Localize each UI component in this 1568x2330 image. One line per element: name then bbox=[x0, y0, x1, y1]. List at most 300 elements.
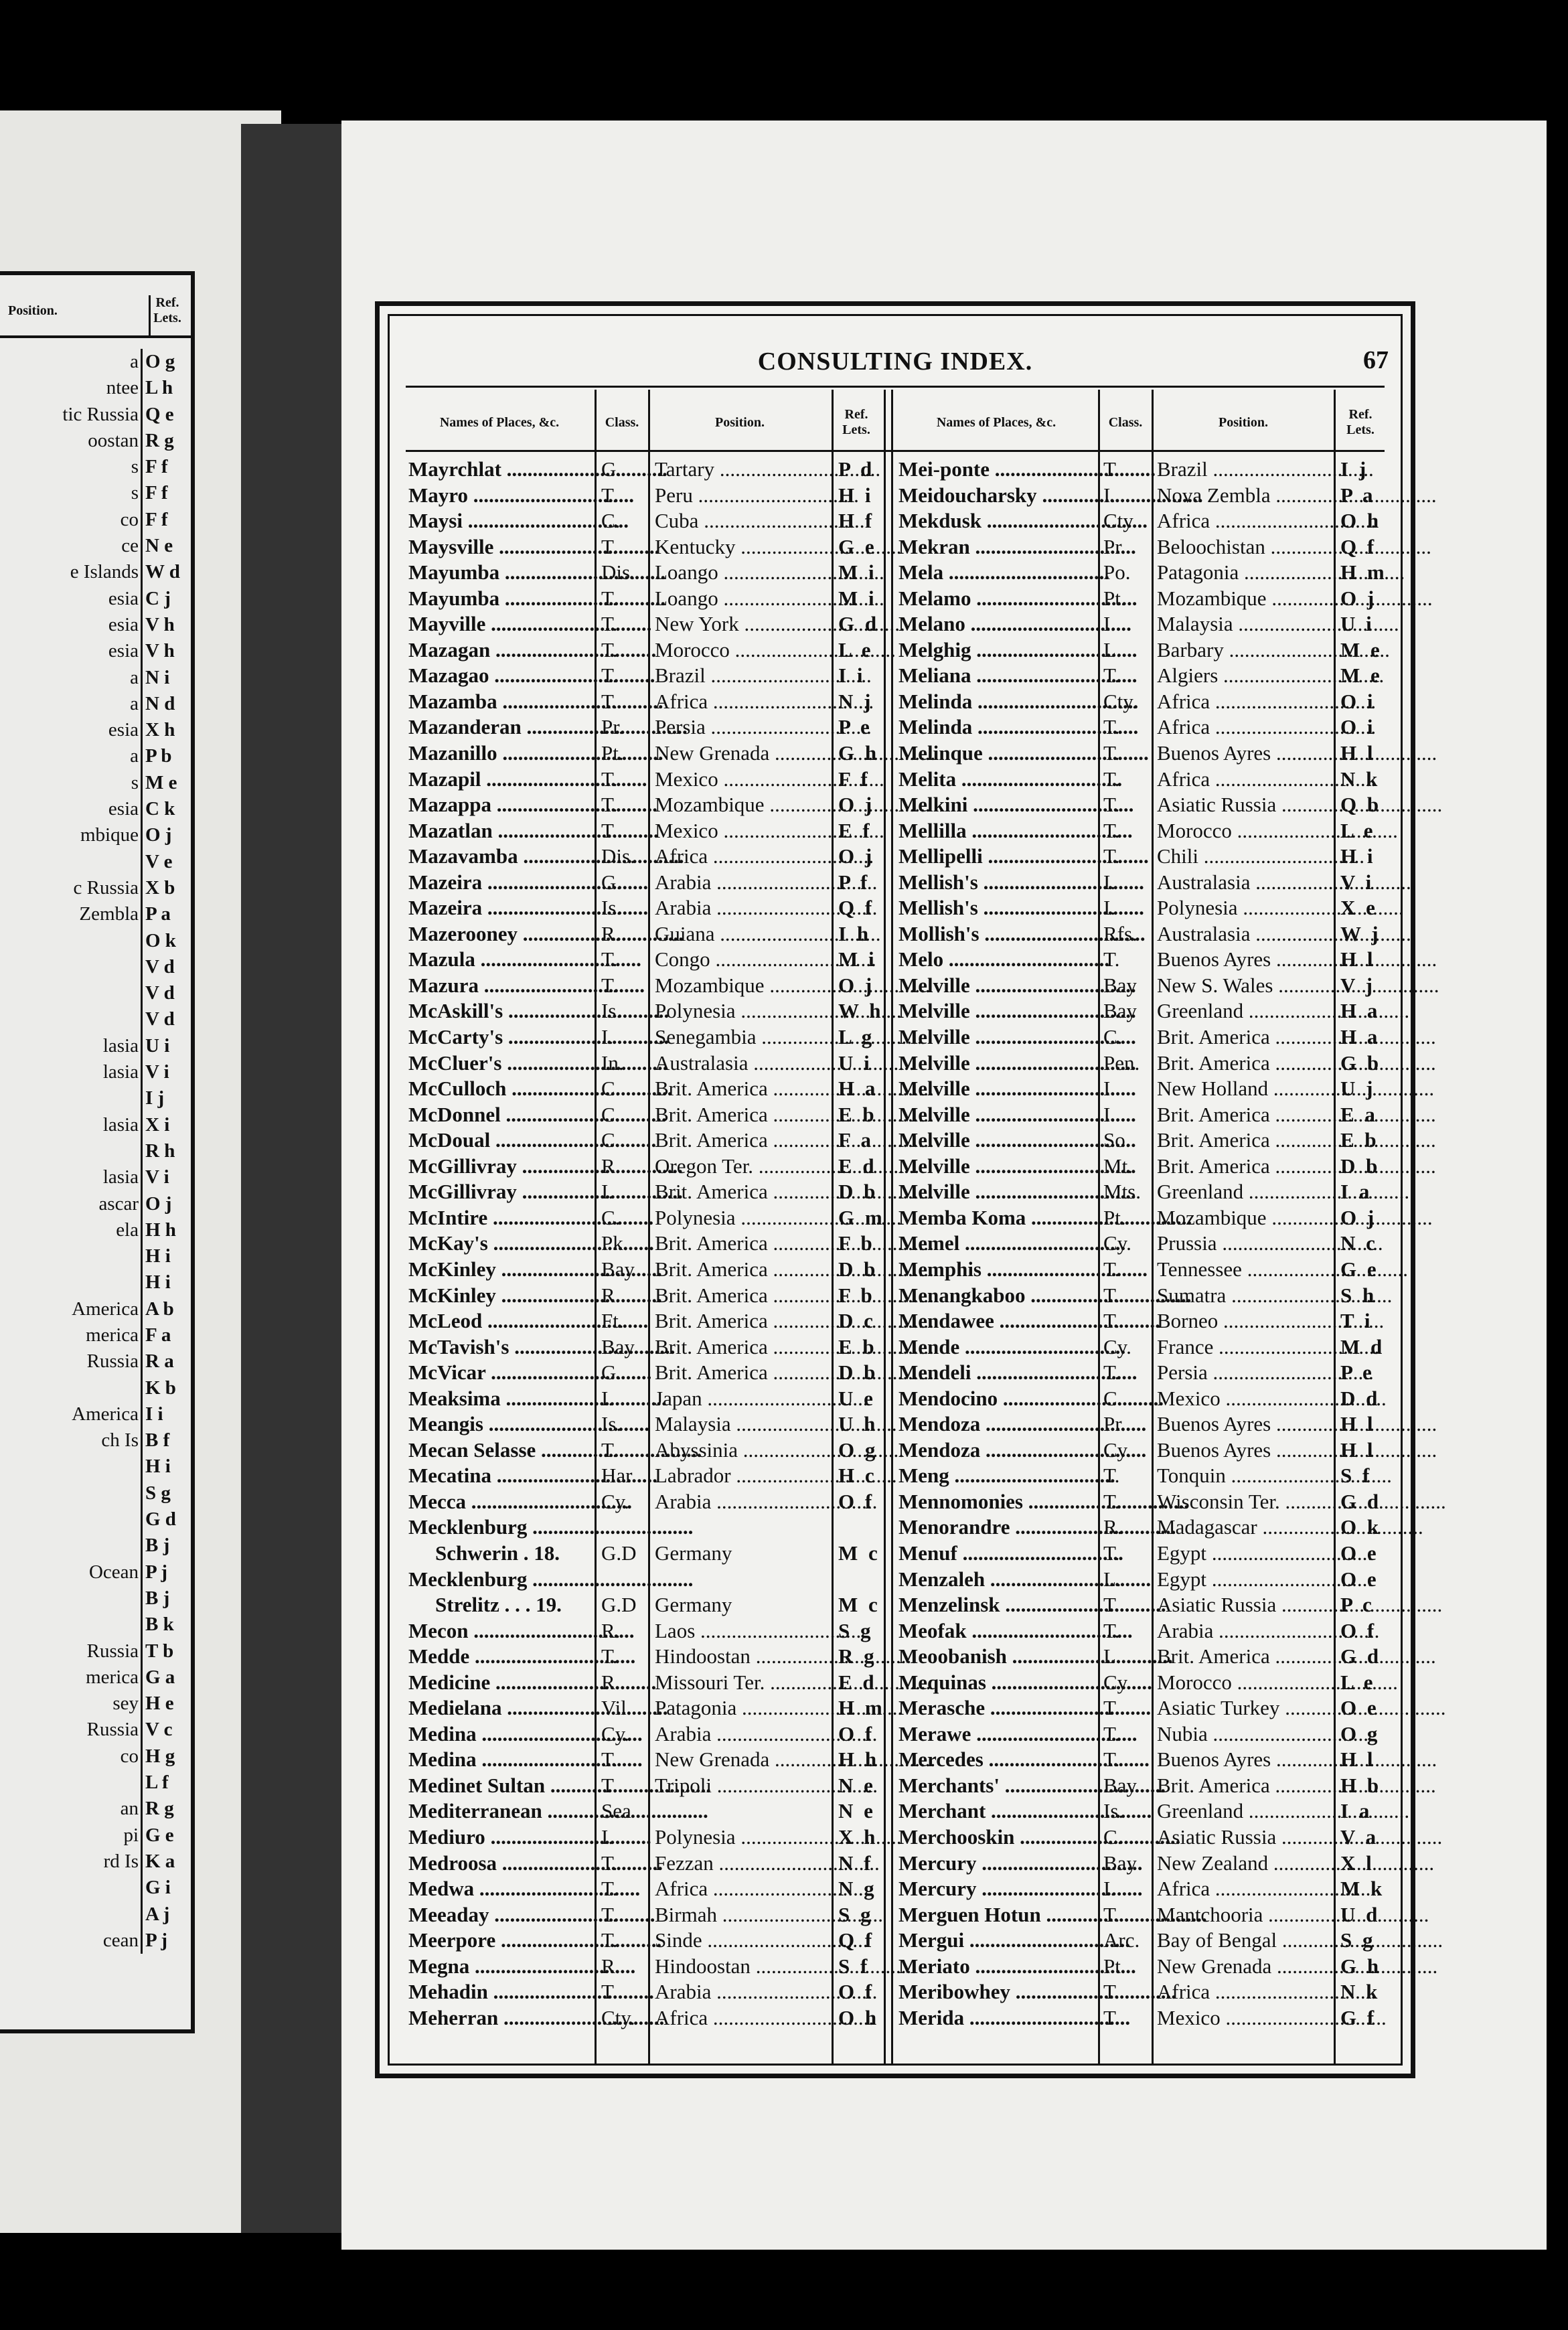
index-entry bbox=[896, 998, 1389, 1024]
entry-ref: G e bbox=[838, 534, 877, 558]
entry-ref: E a bbox=[1340, 1102, 1378, 1126]
entry-name: Mazeira ..... bbox=[408, 895, 591, 921]
entry-class: R. bbox=[1103, 1515, 1123, 1539]
fragment-position: co bbox=[120, 508, 139, 530]
entry-position: Hindoostan ..... bbox=[655, 1644, 830, 1670]
index-entry bbox=[406, 1514, 882, 1541]
entry-class: R. bbox=[601, 1283, 621, 1307]
entry-ref: O f bbox=[1340, 1618, 1377, 1642]
index-entry bbox=[406, 870, 882, 896]
fragment-position: Russia bbox=[86, 1350, 139, 1373]
fragment-position: esia bbox=[108, 719, 139, 741]
entry-name: Mendoza ..... bbox=[898, 1438, 1093, 1464]
entry-class: Po. bbox=[1103, 560, 1131, 585]
entry-class: T. bbox=[601, 637, 618, 662]
entry-position: Brit. America ..... bbox=[655, 1102, 830, 1128]
entry-ref: U d bbox=[1340, 1902, 1381, 1926]
entry-name: Melinque ..... bbox=[898, 741, 1093, 767]
index-entry bbox=[896, 818, 1389, 844]
entry-position: Mexico ..... bbox=[655, 818, 830, 844]
fragment-position: esia bbox=[108, 587, 139, 609]
fragment-position: pi bbox=[123, 1824, 139, 1846]
entry-name: Meangis ..... bbox=[408, 1411, 591, 1438]
entry-name: Mellipelli ..... bbox=[898, 844, 1093, 870]
entry-ref: V a bbox=[1340, 1824, 1379, 1849]
entry-position: Missouri Ter. ..... bbox=[655, 1670, 830, 1696]
entry-class: Har bbox=[601, 1464, 633, 1488]
entry-position: Greenland ..... bbox=[1157, 1179, 1332, 1205]
entry-position: Nubia ..... bbox=[1157, 1721, 1332, 1748]
entry-ref: O g bbox=[1340, 1721, 1381, 1745]
fragment-ref: M e bbox=[141, 770, 181, 796]
index-entry bbox=[896, 586, 1389, 612]
entry-name: Menzaleh ..... bbox=[898, 1567, 1093, 1593]
index-entry bbox=[896, 741, 1389, 767]
fragment-position: mbique bbox=[80, 824, 139, 846]
entry-position: Asiatic Turkey ..... bbox=[1157, 1695, 1332, 1721]
entry-position: Borneo ..... bbox=[1157, 1308, 1332, 1334]
fragment-position: ela bbox=[116, 1219, 139, 1241]
entry-name: Melville ..... bbox=[898, 1051, 1093, 1077]
entry-class: G. bbox=[601, 1361, 622, 1385]
entry-name: Memel ..... bbox=[898, 1231, 1093, 1257]
fragment-entry bbox=[0, 796, 191, 822]
entry-class: Dis. bbox=[601, 844, 635, 868]
entry-position: Morocco ..... bbox=[1157, 818, 1332, 844]
entry-ref: O j bbox=[1340, 586, 1377, 610]
entry-ref: H m bbox=[838, 1696, 885, 1720]
fragment-ref: P j bbox=[141, 1928, 181, 1954]
entry-name: Meng ..... bbox=[898, 1463, 1093, 1489]
entry-class: T. bbox=[1103, 1309, 1120, 1333]
left-header bbox=[0, 275, 191, 338]
entry-ref: M e bbox=[1340, 637, 1383, 662]
entry-position: Mozambique ..... bbox=[655, 792, 830, 818]
entry-name: McDonnel ..... bbox=[408, 1102, 591, 1128]
fragment-position: a bbox=[130, 692, 139, 714]
entry-position: Buenos Ayres ..... bbox=[1157, 947, 1332, 973]
entry-name: Mazanderan ..... bbox=[408, 714, 591, 741]
entry-ref: T i bbox=[1340, 1309, 1373, 1333]
fragment-ref: X b bbox=[141, 875, 181, 901]
entry-ref: H i bbox=[838, 483, 874, 507]
left-index-fragment bbox=[0, 271, 195, 2033]
entry-name: Merawe ..... bbox=[898, 1721, 1093, 1748]
fragment-ref: C j bbox=[141, 586, 181, 612]
entry-position: Africa ..... bbox=[1157, 1876, 1332, 1902]
fragment-ref: O g bbox=[141, 349, 181, 375]
index-frame bbox=[375, 301, 1415, 2078]
entry-name: Strelitz . . . 19. bbox=[435, 1593, 562, 1617]
index-entry bbox=[896, 1463, 1389, 1489]
entry-class: Pt. bbox=[1103, 586, 1126, 610]
fragment-ref: V h bbox=[141, 638, 181, 664]
entry-name: McCulloch ..... bbox=[408, 1076, 591, 1102]
fragment-ref: B j bbox=[141, 1533, 181, 1559]
fragment-entry bbox=[0, 1217, 191, 1243]
index-entry bbox=[406, 1308, 882, 1334]
entry-class: T. bbox=[601, 1928, 618, 1952]
entry-ref: H b bbox=[1340, 1773, 1382, 1797]
entry-name: Medina ..... bbox=[408, 1747, 591, 1773]
entry-position: Morocco ..... bbox=[655, 637, 830, 664]
entry-position: New Grenada ..... bbox=[655, 1747, 830, 1773]
fragment-ref: F a bbox=[141, 1322, 181, 1348]
entry-position: Senegambia ..... bbox=[655, 1024, 830, 1051]
entry-name: Mediterranean ..... bbox=[408, 1798, 591, 1824]
entry-name: Memba Koma ..... bbox=[898, 1205, 1093, 1231]
entry-class: I. bbox=[601, 1824, 614, 1849]
entry-class: T. bbox=[601, 767, 618, 791]
entry-class: Pk. bbox=[601, 1231, 629, 1255]
fragment-ref: Q e bbox=[141, 402, 181, 428]
fragment-position: sey bbox=[112, 1693, 139, 1715]
entry-name: Mediuro ..... bbox=[408, 1824, 591, 1851]
index-entry bbox=[896, 560, 1389, 586]
entry-ref: W j bbox=[1340, 921, 1381, 945]
entry-class: T. bbox=[1103, 664, 1120, 688]
entry-name: Melita ..... bbox=[898, 767, 1093, 793]
fragment-ref: V d bbox=[141, 980, 181, 1006]
fragment-position: esia bbox=[108, 613, 139, 635]
entry-position: Mozambique ..... bbox=[1157, 586, 1332, 612]
entry-class: I. bbox=[601, 1180, 614, 1204]
entry-ref: M k bbox=[1340, 1877, 1385, 1901]
fragment-ref: W d bbox=[141, 559, 181, 585]
entry-name: Mazerooney ..... bbox=[408, 921, 591, 947]
index-entry bbox=[406, 792, 882, 818]
col-header-ref-right: Ref. Lets. bbox=[1346, 407, 1375, 437]
entry-name: McKinley ..... bbox=[408, 1257, 591, 1283]
index-entry bbox=[896, 1798, 1389, 1824]
index-entry bbox=[896, 1644, 1389, 1670]
entry-class: R. bbox=[601, 1154, 621, 1178]
index-entry bbox=[406, 611, 882, 637]
entry-position: Africa ..... bbox=[655, 2005, 830, 2031]
index-entry bbox=[896, 1902, 1389, 1928]
entry-class: G.D bbox=[601, 1541, 637, 1565]
index-entry bbox=[406, 1438, 882, 1464]
index-entry bbox=[406, 1954, 882, 1980]
fragment-ref: S g bbox=[141, 1480, 181, 1506]
entry-class: T. bbox=[1103, 947, 1120, 972]
fragment-entry bbox=[0, 1691, 191, 1717]
entry-ref: H a bbox=[838, 1077, 878, 1101]
entry-ref: O f bbox=[838, 1489, 875, 1513]
entry-ref: M i bbox=[838, 947, 877, 972]
entry-ref: O j bbox=[838, 844, 875, 868]
fragment-ref: L h bbox=[141, 375, 181, 401]
entry-position: Loango ..... bbox=[655, 586, 830, 612]
fragment-ref: H i bbox=[141, 1269, 181, 1296]
fragment-ref: R h bbox=[141, 1138, 181, 1164]
fragment-entry bbox=[0, 1296, 191, 1322]
entry-ref: H l bbox=[1340, 947, 1376, 972]
entry-ref: S f bbox=[838, 1954, 870, 1978]
index-entry bbox=[896, 508, 1389, 534]
entry-name: Meherran ..... bbox=[408, 2005, 591, 2031]
entry-ref: Q f bbox=[1340, 534, 1377, 558]
index-entry bbox=[896, 1154, 1389, 1180]
entry-name: Mennomonies ..... bbox=[898, 1489, 1093, 1515]
entry-position: Wisconsin Ter. ..... bbox=[1157, 1489, 1332, 1515]
entry-class: T. bbox=[601, 973, 618, 997]
fragment-position: an bbox=[120, 1798, 139, 1820]
fragment-position: a bbox=[130, 351, 139, 372]
entry-class: T. bbox=[1103, 1257, 1120, 1281]
entry-name: Mehadin ..... bbox=[408, 1979, 591, 2005]
index-entry bbox=[896, 973, 1389, 999]
fragment-position: merica bbox=[86, 1324, 139, 1346]
index-entry bbox=[896, 1231, 1389, 1257]
index-entry bbox=[406, 1979, 882, 2005]
entry-class: G.D bbox=[601, 1593, 637, 1617]
entry-class: Arc. bbox=[1103, 1928, 1140, 1952]
fragment-entry bbox=[0, 638, 191, 664]
index-entry bbox=[896, 1670, 1389, 1696]
entry-class: Vil. bbox=[601, 1696, 632, 1720]
index-entry bbox=[896, 1928, 1389, 1954]
entry-ref: G f bbox=[1340, 2005, 1377, 2029]
entry-position: Australasia ..... bbox=[1157, 921, 1332, 947]
entry-class: Cy. bbox=[1103, 1438, 1131, 1462]
entry-class: T. bbox=[601, 793, 618, 817]
entry-class: C. bbox=[601, 1077, 621, 1101]
index-entry bbox=[406, 1231, 882, 1257]
entry-class: Cy. bbox=[1103, 1231, 1131, 1255]
fragment-ref: K a bbox=[141, 1849, 181, 1875]
index-entry bbox=[896, 1824, 1389, 1851]
entry-ref: N e bbox=[838, 1799, 876, 1823]
fragment-entry bbox=[0, 480, 191, 506]
entry-class: I. bbox=[601, 1386, 614, 1410]
entry-ref: N k bbox=[1340, 767, 1381, 791]
index-entry bbox=[406, 1179, 882, 1205]
entry-position: Arabia ..... bbox=[655, 1721, 830, 1748]
fragment-entry bbox=[0, 533, 191, 559]
fragment-position: ascar bbox=[98, 1192, 139, 1215]
index-entry bbox=[896, 483, 1389, 509]
index-entry bbox=[896, 921, 1389, 947]
entry-name: Mazatlan ..... bbox=[408, 818, 591, 844]
index-entry bbox=[406, 1386, 882, 1412]
entry-ref: M c bbox=[838, 1593, 880, 1617]
entry-position: New S. Wales ..... bbox=[1157, 973, 1332, 999]
entry-ref: H i bbox=[1340, 844, 1376, 868]
entry-name: Medicine ..... bbox=[408, 1670, 591, 1696]
entry-class: I. bbox=[1103, 1102, 1116, 1126]
entry-position: Brit. America ..... bbox=[655, 1179, 830, 1205]
index-entry bbox=[406, 1051, 882, 1077]
entry-position: Brit. America ..... bbox=[1157, 1102, 1332, 1128]
entry-name: Melville ..... bbox=[898, 998, 1093, 1024]
entry-class: T. bbox=[1103, 1593, 1120, 1617]
entry-position: Tonquin ..... bbox=[1157, 1463, 1332, 1489]
entry-position: Mantchooria ..... bbox=[1157, 1902, 1332, 1928]
index-entry bbox=[896, 1979, 1389, 2005]
entry-position: Sumatra ..... bbox=[1157, 1283, 1332, 1309]
entry-name: Mendeli ..... bbox=[898, 1360, 1093, 1386]
left-fragment-rows bbox=[0, 349, 191, 1954]
fragment-ref: K b bbox=[141, 1375, 181, 1401]
index-entry bbox=[896, 1592, 1389, 1618]
entry-ref: Q f bbox=[838, 1928, 875, 1952]
entry-ref: M c bbox=[838, 1541, 880, 1565]
index-entry bbox=[896, 2005, 1389, 2031]
entry-class: T. bbox=[1103, 1721, 1120, 1745]
fragment-position: ntee bbox=[106, 377, 139, 399]
entry-name: Mecan Selasse ..... bbox=[408, 1438, 591, 1464]
entry-ref: E f bbox=[838, 818, 872, 842]
entry-class: T. bbox=[1103, 1541, 1120, 1565]
entry-class: T. bbox=[1103, 1696, 1120, 1720]
fragment-entry bbox=[0, 770, 191, 796]
fragment-entry bbox=[0, 980, 191, 1006]
entry-position: Asiatic Russia ..... bbox=[1157, 1824, 1332, 1851]
entry-ref: D b bbox=[838, 1180, 878, 1204]
index-entry bbox=[896, 1773, 1389, 1799]
entry-name: Menzelinsk ..... bbox=[898, 1592, 1093, 1618]
entry-position: Prussia ..... bbox=[1157, 1231, 1332, 1257]
index-entry bbox=[896, 1179, 1389, 1205]
entry-class: Cy. bbox=[601, 1721, 629, 1745]
entry-position: Malaysia ..... bbox=[1157, 611, 1332, 637]
entry-position: Hindoostan ..... bbox=[655, 1954, 830, 1980]
entry-ref: O e bbox=[1340, 1541, 1379, 1565]
entry-class: C. bbox=[601, 1128, 621, 1152]
entry-class: Is. bbox=[601, 896, 622, 920]
fragment-entry bbox=[0, 665, 191, 691]
entry-name: Meeaday ..... bbox=[408, 1902, 591, 1928]
entry-name: Menuf ..... bbox=[898, 1541, 1093, 1567]
entry-class: T. bbox=[601, 586, 618, 610]
entry-name: Melkini ..... bbox=[898, 792, 1093, 818]
index-entry bbox=[406, 1283, 882, 1309]
fragment-entry bbox=[0, 1585, 191, 1612]
fragment-position: lasia bbox=[102, 1113, 139, 1136]
entry-position: Madagascar ..... bbox=[1157, 1514, 1332, 1541]
entry-name: Mergui ..... bbox=[898, 1928, 1093, 1954]
fragment-position: lasia bbox=[102, 1166, 139, 1188]
col-header-name-left: Names of Places, &c. bbox=[439, 414, 560, 430]
entry-name: Melinda ..... bbox=[898, 714, 1093, 741]
entry-ref: H l bbox=[1340, 741, 1376, 765]
entry-name: Meoobanish ..... bbox=[898, 1644, 1093, 1670]
entry-ref: G h bbox=[1340, 1954, 1382, 1978]
fragment-ref: R g bbox=[141, 428, 181, 454]
entry-ref: O i bbox=[1340, 715, 1376, 739]
col-header-position-left: Position. bbox=[715, 414, 765, 430]
entry-class: R. bbox=[601, 921, 621, 945]
fragment-entry bbox=[0, 1717, 191, 1743]
entry-name: Medwa ..... bbox=[408, 1876, 591, 1902]
entry-class: C. bbox=[601, 1102, 621, 1126]
entry-class: Bay bbox=[601, 1257, 635, 1281]
entry-name: Mekran ..... bbox=[898, 534, 1093, 560]
entry-position: Polynesia ..... bbox=[655, 1205, 830, 1231]
fragment-position: America bbox=[72, 1298, 139, 1320]
entry-name: Menorandre ..... bbox=[898, 1514, 1093, 1541]
index-entry bbox=[406, 1928, 882, 1954]
index-entry bbox=[406, 1902, 882, 1928]
entry-ref: O h bbox=[1340, 509, 1382, 533]
index-entry bbox=[406, 663, 882, 689]
entry-ref: H a bbox=[1340, 999, 1381, 1023]
fragment-entry bbox=[0, 559, 191, 585]
entry-position: Brazil ..... bbox=[1157, 457, 1332, 483]
entry-name: Mei-ponte ..... bbox=[898, 457, 1093, 483]
entry-ref: L e bbox=[1340, 818, 1376, 842]
entry-class: L. bbox=[1103, 637, 1121, 662]
entry-class: C. bbox=[601, 1205, 621, 1229]
entry-class: Cty. bbox=[1103, 689, 1138, 713]
index-entry bbox=[896, 534, 1389, 560]
entry-ref: R g bbox=[838, 1644, 877, 1668]
entry-name: Mendocino ..... bbox=[898, 1386, 1093, 1412]
entry-position: Japan ..... bbox=[655, 1386, 830, 1412]
entry-name: McKay's ..... bbox=[408, 1231, 591, 1257]
entry-position: Brazil ..... bbox=[655, 663, 830, 689]
fragment-entry bbox=[0, 743, 191, 769]
entry-position: Polynesia ..... bbox=[1157, 895, 1332, 921]
entry-ref: O i bbox=[1340, 689, 1376, 713]
entry-class: I. bbox=[1103, 1877, 1116, 1901]
index-entry bbox=[896, 611, 1389, 637]
entry-position: Tartary ..... bbox=[655, 457, 830, 483]
entry-ref: U e bbox=[838, 1386, 876, 1410]
entry-ref: H c bbox=[838, 1464, 877, 1488]
entry-ref: G b bbox=[1340, 1051, 1382, 1075]
index-entry bbox=[896, 1102, 1389, 1128]
entry-class: C. bbox=[1103, 1386, 1123, 1410]
entry-class: Pr. bbox=[1103, 1412, 1126, 1436]
entry-name: Schwerin . 18. bbox=[435, 1541, 560, 1565]
entry-position: Africa ..... bbox=[1157, 689, 1332, 715]
entry-name: Medina ..... bbox=[408, 1721, 591, 1748]
entry-class: T. bbox=[1103, 1980, 1120, 2004]
entry-class: Rfs. bbox=[1103, 921, 1138, 945]
entry-class: I. bbox=[601, 1025, 614, 1049]
fragment-entry bbox=[0, 1059, 191, 1085]
entry-class: T. bbox=[601, 1773, 618, 1797]
index-entry bbox=[406, 1463, 882, 1489]
entry-name: Mequinas ..... bbox=[898, 1670, 1093, 1696]
entry-ref: E b bbox=[838, 1334, 877, 1358]
index-entry bbox=[406, 483, 882, 509]
entry-ref: Q f bbox=[838, 896, 875, 920]
fragment-entry bbox=[0, 1770, 191, 1796]
index-entry bbox=[896, 1489, 1389, 1515]
page-title: CONSULTING INDEX. bbox=[757, 347, 1033, 376]
index-entry bbox=[896, 1618, 1389, 1644]
entry-position: Polynesia ..... bbox=[655, 998, 830, 1024]
entry-position: Mozambique ..... bbox=[1157, 1205, 1332, 1231]
fragment-ref: G d bbox=[141, 1506, 181, 1533]
entry-class: C. bbox=[1103, 1824, 1123, 1849]
fragment-entry bbox=[0, 822, 191, 848]
entry-ref: O e bbox=[1340, 1567, 1379, 1591]
entry-position: Chili ..... bbox=[1157, 844, 1332, 870]
entry-name: Meerpore ..... bbox=[408, 1928, 591, 1954]
entry-name: Medinet Sultan ..... bbox=[408, 1773, 591, 1799]
entry-ref: D b bbox=[838, 1257, 878, 1281]
index-entry bbox=[896, 1205, 1389, 1231]
fragment-ref: V i bbox=[141, 1059, 181, 1085]
entry-position: Brit. America ..... bbox=[655, 1308, 830, 1334]
entry-position: Brit. America ..... bbox=[655, 1076, 830, 1102]
entry-class: T. bbox=[601, 1644, 618, 1668]
entry-name: Merchooskin ..... bbox=[898, 1824, 1093, 1851]
